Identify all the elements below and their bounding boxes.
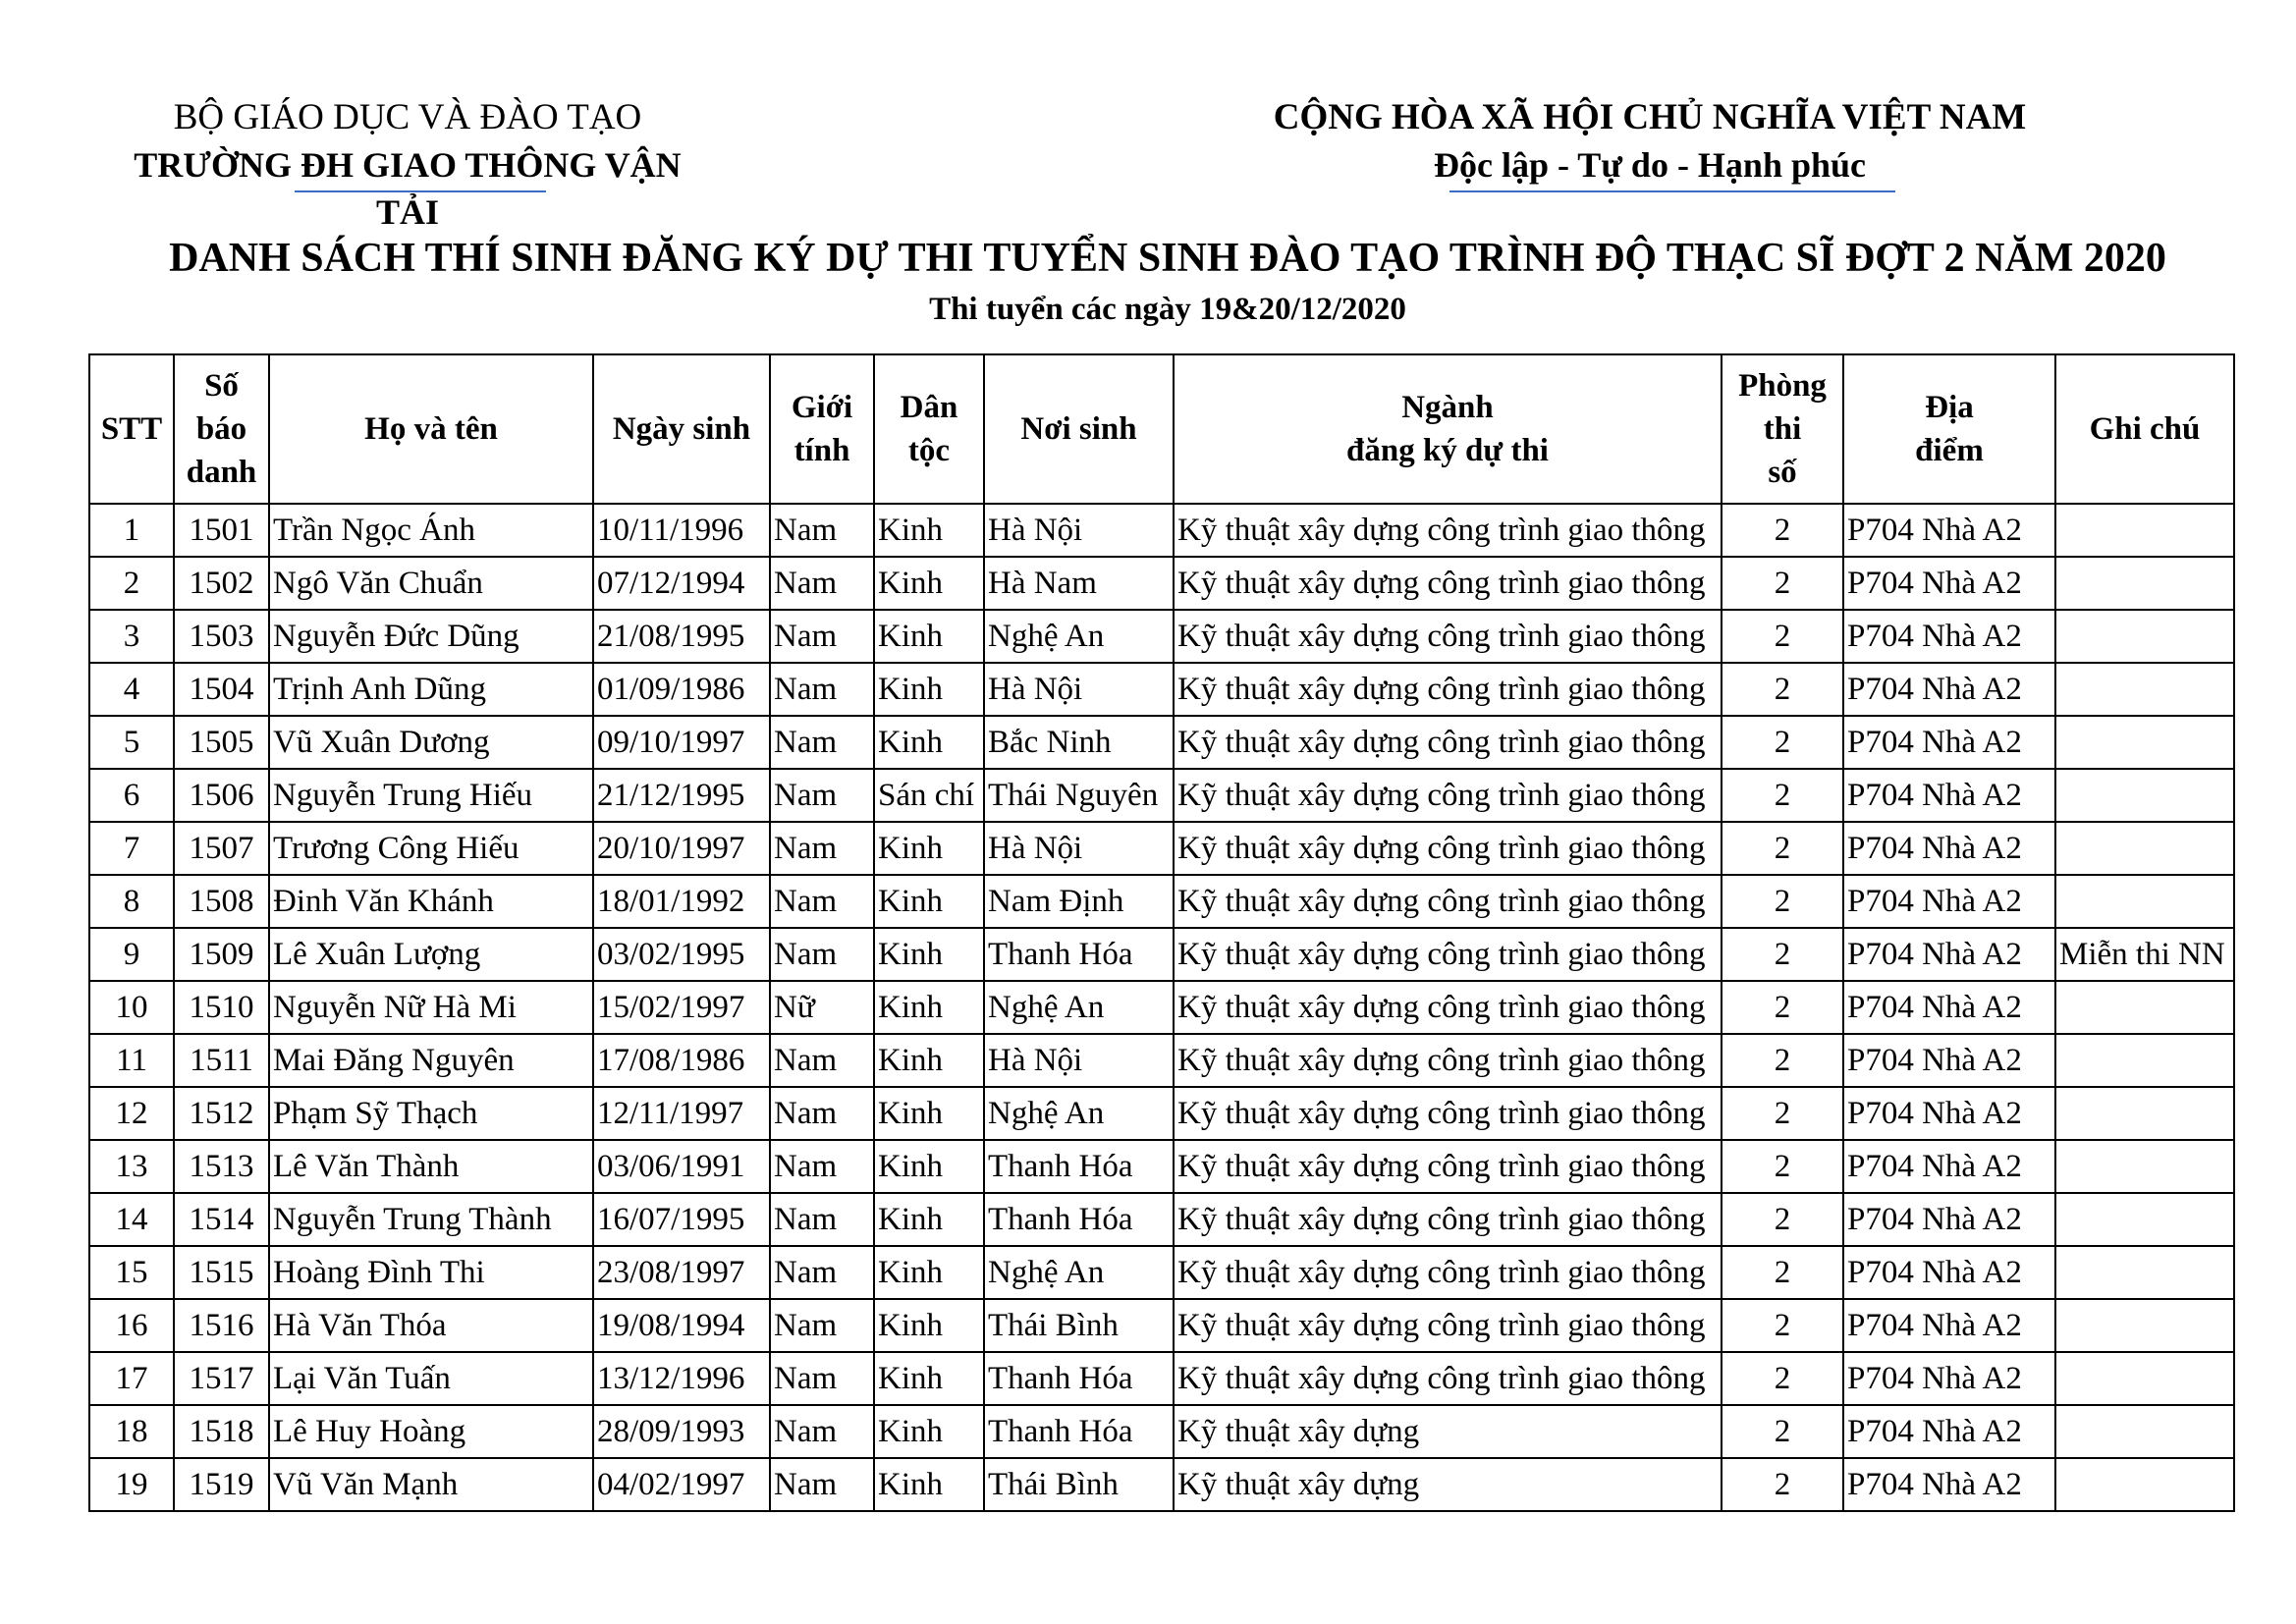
cell-stt: 3 xyxy=(89,610,174,663)
column-header-line: Dân xyxy=(900,390,958,425)
cell-birthplace: Hà Nam xyxy=(984,557,1174,610)
cell-gender: Nam xyxy=(770,1352,874,1405)
cell-gender: Nam xyxy=(770,557,874,610)
cell-ethnicity: Kinh xyxy=(874,557,984,610)
cell-location: P704 Nhà A2 xyxy=(1843,928,2055,981)
column-header-line: số xyxy=(1768,455,1797,490)
cell-note: Miễn thi NN xyxy=(2055,928,2234,981)
cell-birthplace: Thanh Hóa xyxy=(984,928,1174,981)
cell-major: Kỹ thuật xây dựng công trình giao thông xyxy=(1174,610,1722,663)
cell-major: Kỹ thuật xây dựng công trình giao thông xyxy=(1174,875,1722,928)
column-header-stt xyxy=(89,354,174,504)
cell-stt: 13 xyxy=(89,1140,174,1193)
column-header-line: danh xyxy=(186,455,257,490)
cell-major: Kỹ thuật xây dựng công trình giao thông xyxy=(1174,1087,1722,1140)
cell-stt: 7 xyxy=(89,822,174,875)
cell-note xyxy=(2055,610,2234,663)
cell-birthplace: Thanh Hóa xyxy=(984,1193,1174,1246)
cell-major: Kỹ thuật xây dựng xyxy=(1174,1405,1722,1458)
cell-sbd: 1503 xyxy=(174,610,269,663)
cell-dob: 03/02/1995 xyxy=(593,928,770,981)
cell-dob: 10/11/1996 xyxy=(593,504,770,557)
cell-room: 2 xyxy=(1722,610,1843,663)
cell-stt: 4 xyxy=(89,663,174,716)
cell-birthplace: Hà Nội xyxy=(984,663,1174,716)
candidate-table xyxy=(88,353,2235,1512)
cell-ethnicity: Kinh xyxy=(874,928,984,981)
table-row xyxy=(89,504,2234,557)
cell-gender: Nam xyxy=(770,1299,874,1352)
cell-birthplace: Bắc Ninh xyxy=(984,716,1174,769)
cell-sbd: 1512 xyxy=(174,1087,269,1140)
cell-major: Kỹ thuật xây dựng công trình giao thông xyxy=(1174,1246,1722,1299)
cell-birthplace: Nam Định xyxy=(984,875,1174,928)
cell-room: 2 xyxy=(1722,1087,1843,1140)
cell-name: Trịnh Anh Dũng xyxy=(269,663,593,716)
cell-note xyxy=(2055,1193,2234,1246)
school-name: TRƯỜNG ĐH GIAO THÔNG VẬN TẢI xyxy=(134,145,682,232)
cell-name: Vũ Văn Mạnh xyxy=(269,1458,593,1511)
national-motto-block xyxy=(1267,94,2033,189)
cell-name: Lê Văn Thành xyxy=(269,1140,593,1193)
cell-gender: Nam xyxy=(770,1458,874,1511)
cell-room: 2 xyxy=(1722,875,1843,928)
cell-major: Kỹ thuật xây dựng công trình giao thông xyxy=(1174,769,1722,822)
document-subtitle: Thi tuyển các ngày 19&20/12/2020 xyxy=(929,292,1406,327)
cell-stt: 8 xyxy=(89,875,174,928)
table-row xyxy=(89,1458,2234,1511)
cell-name: Nguyễn Trung Hiếu xyxy=(269,769,593,822)
cell-sbd: 1510 xyxy=(174,981,269,1034)
cell-name: Trần Ngọc Ánh xyxy=(269,504,593,557)
cell-ethnicity: Kinh xyxy=(874,1193,984,1246)
table-row xyxy=(89,875,2234,928)
motto-underline xyxy=(1449,190,1895,192)
table-row xyxy=(89,1352,2234,1405)
cell-name: Hà Văn Thóa xyxy=(269,1299,593,1352)
cell-gender: Nam xyxy=(770,1140,874,1193)
cell-note xyxy=(2055,1352,2234,1405)
cell-dob: 18/01/1992 xyxy=(593,875,770,928)
cell-name: Lại Văn Tuấn xyxy=(269,1352,593,1405)
cell-major: Kỹ thuật xây dựng công trình giao thông xyxy=(1174,981,1722,1034)
cell-birthplace: Hà Nội xyxy=(984,1034,1174,1087)
cell-note xyxy=(2055,1087,2234,1140)
cell-major: Kỹ thuật xây dựng công trình giao thông xyxy=(1174,716,1722,769)
cell-stt: 5 xyxy=(89,716,174,769)
cell-gender: Nam xyxy=(770,822,874,875)
table-row xyxy=(89,1140,2234,1193)
cell-sbd: 1518 xyxy=(174,1405,269,1458)
column-header-ethnicity xyxy=(874,354,984,504)
cell-birthplace: Thanh Hóa xyxy=(984,1352,1174,1405)
column-header-line: Ghi chú xyxy=(2089,411,2201,447)
cell-birthplace: Thái Nguyên xyxy=(984,769,1174,822)
cell-location: P704 Nhà A2 xyxy=(1843,663,2055,716)
table-row xyxy=(89,610,2234,663)
table-row xyxy=(89,1034,2234,1087)
cell-room: 2 xyxy=(1722,1193,1843,1246)
cell-name: Lê Huy Hoàng xyxy=(269,1405,593,1458)
table-row xyxy=(89,822,2234,875)
cell-ethnicity: Kinh xyxy=(874,1405,984,1458)
cell-name: Vũ Xuân Dương xyxy=(269,716,593,769)
cell-location: P704 Nhà A2 xyxy=(1843,1193,2055,1246)
cell-stt: 14 xyxy=(89,1193,174,1246)
cell-location: P704 Nhà A2 xyxy=(1843,822,2055,875)
column-header-line: tộc xyxy=(907,433,951,468)
cell-stt: 11 xyxy=(89,1034,174,1087)
cell-birthplace: Nghệ An xyxy=(984,1246,1174,1299)
cell-ethnicity: Kinh xyxy=(874,1299,984,1352)
column-header-line: đăng ký dự thi xyxy=(1346,433,1549,468)
issuer-block xyxy=(108,94,707,236)
cell-stt: 18 xyxy=(89,1405,174,1458)
cell-gender: Nam xyxy=(770,716,874,769)
cell-note xyxy=(2055,1034,2234,1087)
cell-dob: 12/11/1997 xyxy=(593,1087,770,1140)
cell-dob: 20/10/1997 xyxy=(593,822,770,875)
cell-location: P704 Nhà A2 xyxy=(1843,1352,2055,1405)
cell-room: 2 xyxy=(1722,822,1843,875)
cell-sbd: 1519 xyxy=(174,1458,269,1511)
cell-sbd: 1509 xyxy=(174,928,269,981)
nation-name: CỘNG HÒA XÃ HỘI CHỦ NGHĨA VIỆT NAM xyxy=(1273,97,2027,137)
cell-location: P704 Nhà A2 xyxy=(1843,1405,2055,1458)
cell-ethnicity: Kinh xyxy=(874,1140,984,1193)
cell-gender: Nam xyxy=(770,663,874,716)
cell-birthplace: Nghệ An xyxy=(984,610,1174,663)
cell-ethnicity: Kinh xyxy=(874,610,984,663)
cell-sbd: 1511 xyxy=(174,1034,269,1087)
cell-location: P704 Nhà A2 xyxy=(1843,1087,2055,1140)
column-header-line: báo xyxy=(195,411,247,447)
cell-room: 2 xyxy=(1722,1246,1843,1299)
cell-note xyxy=(2055,1405,2234,1458)
cell-gender: Nữ xyxy=(770,981,874,1034)
cell-sbd: 1505 xyxy=(174,716,269,769)
cell-ethnicity: Kinh xyxy=(874,1034,984,1087)
cell-note xyxy=(2055,769,2234,822)
cell-room: 2 xyxy=(1722,1299,1843,1352)
school-underline xyxy=(295,190,546,192)
cell-ethnicity: Kinh xyxy=(874,504,984,557)
table-row xyxy=(89,1087,2234,1140)
table-body xyxy=(89,504,2234,1511)
column-header-line: Nơi sinh xyxy=(1020,411,1137,447)
cell-stt: 19 xyxy=(89,1458,174,1511)
cell-major: Kỹ thuật xây dựng công trình giao thông xyxy=(1174,1034,1722,1087)
column-header-sbd xyxy=(174,354,269,504)
column-header-line: Ngày sinh xyxy=(612,411,751,447)
cell-name: Nguyễn Nữ Hà Mi xyxy=(269,981,593,1034)
cell-dob: 13/12/1996 xyxy=(593,1352,770,1405)
cell-ethnicity: Sán chí xyxy=(874,769,984,822)
cell-dob: 15/02/1997 xyxy=(593,981,770,1034)
cell-room: 2 xyxy=(1722,1458,1843,1511)
cell-location: P704 Nhà A2 xyxy=(1843,557,2055,610)
cell-location: P704 Nhà A2 xyxy=(1843,1458,2055,1511)
cell-name: Nguyễn Đức Dũng xyxy=(269,610,593,663)
cell-room: 2 xyxy=(1722,928,1843,981)
table-row xyxy=(89,928,2234,981)
cell-dob: 21/12/1995 xyxy=(593,769,770,822)
column-header-line: Số xyxy=(204,368,239,404)
table-row xyxy=(89,1299,2234,1352)
cell-room: 2 xyxy=(1722,663,1843,716)
national-motto: Độc lập - Tự do - Hạnh phúc xyxy=(1433,145,1867,185)
cell-location: P704 Nhà A2 xyxy=(1843,981,2055,1034)
cell-major: Kỹ thuật xây dựng công trình giao thông xyxy=(1174,1352,1722,1405)
cell-note xyxy=(2055,1299,2234,1352)
cell-gender: Nam xyxy=(770,1246,874,1299)
cell-dob: 09/10/1997 xyxy=(593,716,770,769)
cell-note xyxy=(2055,822,2234,875)
cell-room: 2 xyxy=(1722,1140,1843,1193)
cell-name: Đinh Văn Khánh xyxy=(269,875,593,928)
cell-major: Kỹ thuật xây dựng công trình giao thông xyxy=(1174,504,1722,557)
column-header-dob xyxy=(593,354,770,504)
cell-ethnicity: Kinh xyxy=(874,1087,984,1140)
cell-stt: 16 xyxy=(89,1299,174,1352)
cell-gender: Nam xyxy=(770,1405,874,1458)
cell-gender: Nam xyxy=(770,1193,874,1246)
cell-ethnicity: Kinh xyxy=(874,981,984,1034)
cell-room: 2 xyxy=(1722,981,1843,1034)
cell-room: 2 xyxy=(1722,1034,1843,1087)
cell-note xyxy=(2055,1458,2234,1511)
cell-note xyxy=(2055,1246,2234,1299)
cell-sbd: 1516 xyxy=(174,1299,269,1352)
cell-room: 2 xyxy=(1722,716,1843,769)
cell-major: Kỹ thuật xây dựng công trình giao thông xyxy=(1174,557,1722,610)
cell-stt: 2 xyxy=(89,557,174,610)
cell-gender: Nam xyxy=(770,1087,874,1140)
cell-dob: 28/09/1993 xyxy=(593,1405,770,1458)
cell-major: Kỹ thuật xây dựng công trình giao thông xyxy=(1174,1193,1722,1246)
table-row xyxy=(89,769,2234,822)
cell-room: 2 xyxy=(1722,504,1843,557)
cell-ethnicity: Kinh xyxy=(874,663,984,716)
cell-birthplace: Thanh Hóa xyxy=(984,1405,1174,1458)
cell-room: 2 xyxy=(1722,557,1843,610)
cell-name: Phạm Sỹ Thạch xyxy=(269,1087,593,1140)
table-row xyxy=(89,1405,2234,1458)
column-header-line: điểm xyxy=(1915,433,1984,468)
column-header-name xyxy=(269,354,593,504)
cell-birthplace: Nghệ An xyxy=(984,1087,1174,1140)
table-row xyxy=(89,1246,2234,1299)
cell-dob: 01/09/1986 xyxy=(593,663,770,716)
table-row xyxy=(89,557,2234,610)
cell-room: 2 xyxy=(1722,769,1843,822)
cell-stt: 12 xyxy=(89,1087,174,1140)
column-header-line: Địa xyxy=(1925,390,1974,425)
cell-name: Nguyễn Trung Thành xyxy=(269,1193,593,1246)
cell-ethnicity: Kinh xyxy=(874,1458,984,1511)
cell-note xyxy=(2055,504,2234,557)
table-row xyxy=(89,716,2234,769)
cell-gender: Nam xyxy=(770,875,874,928)
cell-ethnicity: Kinh xyxy=(874,875,984,928)
cell-location: P704 Nhà A2 xyxy=(1843,769,2055,822)
cell-name: Ngô Văn Chuẩn xyxy=(269,557,593,610)
cell-location: P704 Nhà A2 xyxy=(1843,1034,2055,1087)
cell-location: P704 Nhà A2 xyxy=(1843,1140,2055,1193)
cell-major: Kỹ thuật xây dựng công trình giao thông xyxy=(1174,663,1722,716)
cell-note xyxy=(2055,716,2234,769)
cell-ethnicity: Kinh xyxy=(874,1246,984,1299)
cell-ethnicity: Kinh xyxy=(874,1352,984,1405)
cell-location: P704 Nhà A2 xyxy=(1843,504,2055,557)
column-header-line: Ngành xyxy=(1401,390,1494,425)
cell-stt: 6 xyxy=(89,769,174,822)
cell-birthplace: Nghệ An xyxy=(984,981,1174,1034)
cell-dob: 19/08/1994 xyxy=(593,1299,770,1352)
table-row xyxy=(89,981,2234,1034)
column-header-line: Giới xyxy=(791,390,853,425)
cell-ethnicity: Kinh xyxy=(874,716,984,769)
table-row xyxy=(89,1193,2234,1246)
cell-stt: 1 xyxy=(89,504,174,557)
column-header-line: Họ và tên xyxy=(364,411,498,447)
cell-gender: Nam xyxy=(770,610,874,663)
cell-stt: 10 xyxy=(89,981,174,1034)
table-row xyxy=(89,663,2234,716)
cell-gender: Nam xyxy=(770,928,874,981)
cell-name: Hoàng Đình Thi xyxy=(269,1246,593,1299)
column-header-line: Phòng xyxy=(1738,368,1827,404)
cell-birthplace: Hà Nội xyxy=(984,504,1174,557)
document-title: DANH SÁCH THÍ SINH ĐĂNG KÝ DỰ THI TUYỂN SINH ĐÀO TẠO TRÌNH ĐỘ THẠC SĨ ĐỢT 2 NĂM 2020 xyxy=(169,236,2166,281)
column-header-birthplace xyxy=(984,354,1174,504)
cell-sbd: 1501 xyxy=(174,504,269,557)
cell-stt: 9 xyxy=(89,928,174,981)
cell-location: P704 Nhà A2 xyxy=(1843,1299,2055,1352)
cell-major: Kỹ thuật xây dựng công trình giao thông xyxy=(1174,1299,1722,1352)
cell-name: Mai Đăng Nguyên xyxy=(269,1034,593,1087)
cell-note xyxy=(2055,875,2234,928)
column-header-line: STT xyxy=(100,411,163,447)
cell-gender: Nam xyxy=(770,769,874,822)
cell-sbd: 1517 xyxy=(174,1352,269,1405)
cell-dob: 16/07/1995 xyxy=(593,1193,770,1246)
cell-sbd: 1508 xyxy=(174,875,269,928)
cell-sbd: 1504 xyxy=(174,663,269,716)
cell-sbd: 1515 xyxy=(174,1246,269,1299)
cell-location: P704 Nhà A2 xyxy=(1843,1246,2055,1299)
cell-dob: 17/08/1986 xyxy=(593,1034,770,1087)
column-header-gender xyxy=(770,354,874,504)
cell-dob: 04/02/1997 xyxy=(593,1458,770,1511)
cell-gender: Nam xyxy=(770,504,874,557)
cell-dob: 07/12/1994 xyxy=(593,557,770,610)
cell-sbd: 1502 xyxy=(174,557,269,610)
cell-major: Kỹ thuật xây dựng công trình giao thông xyxy=(1174,928,1722,981)
column-header-line: thi xyxy=(1763,411,1802,447)
column-header-line: tính xyxy=(793,433,850,468)
cell-note xyxy=(2055,663,2234,716)
cell-location: P704 Nhà A2 xyxy=(1843,875,2055,928)
column-header-note xyxy=(2055,354,2234,504)
cell-ethnicity: Kinh xyxy=(874,822,984,875)
cell-dob: 21/08/1995 xyxy=(593,610,770,663)
cell-room: 2 xyxy=(1722,1352,1843,1405)
table-header-row xyxy=(89,354,2234,504)
cell-location: P704 Nhà A2 xyxy=(1843,610,2055,663)
cell-note xyxy=(2055,981,2234,1034)
cell-dob: 23/08/1997 xyxy=(593,1246,770,1299)
cell-major: Kỹ thuật xây dựng xyxy=(1174,1458,1722,1511)
cell-birthplace: Thanh Hóa xyxy=(984,1140,1174,1193)
cell-major: Kỹ thuật xây dựng công trình giao thông xyxy=(1174,822,1722,875)
cell-birthplace: Thái Bình xyxy=(984,1299,1174,1352)
cell-sbd: 1506 xyxy=(174,769,269,822)
cell-location: P704 Nhà A2 xyxy=(1843,716,2055,769)
cell-stt: 17 xyxy=(89,1352,174,1405)
cell-dob: 03/06/1991 xyxy=(593,1140,770,1193)
column-header-room xyxy=(1722,354,1843,504)
cell-name: Lê Xuân Lượng xyxy=(269,928,593,981)
cell-sbd: 1513 xyxy=(174,1140,269,1193)
cell-major: Kỹ thuật xây dựng công trình giao thông xyxy=(1174,1140,1722,1193)
ministry-name: BỘ GIÁO DỤC VÀ ĐÀO TẠO xyxy=(173,97,642,137)
cell-sbd: 1507 xyxy=(174,822,269,875)
cell-sbd: 1514 xyxy=(174,1193,269,1246)
column-header-major xyxy=(1174,354,1722,504)
column-header-location xyxy=(1843,354,2055,504)
cell-stt: 15 xyxy=(89,1246,174,1299)
cell-room: 2 xyxy=(1722,1405,1843,1458)
cell-note xyxy=(2055,1140,2234,1193)
cell-name: Trương Công Hiếu xyxy=(269,822,593,875)
cell-gender: Nam xyxy=(770,1034,874,1087)
cell-birthplace: Thái Bình xyxy=(984,1458,1174,1511)
cell-birthplace: Hà Nội xyxy=(984,822,1174,875)
cell-note xyxy=(2055,557,2234,610)
